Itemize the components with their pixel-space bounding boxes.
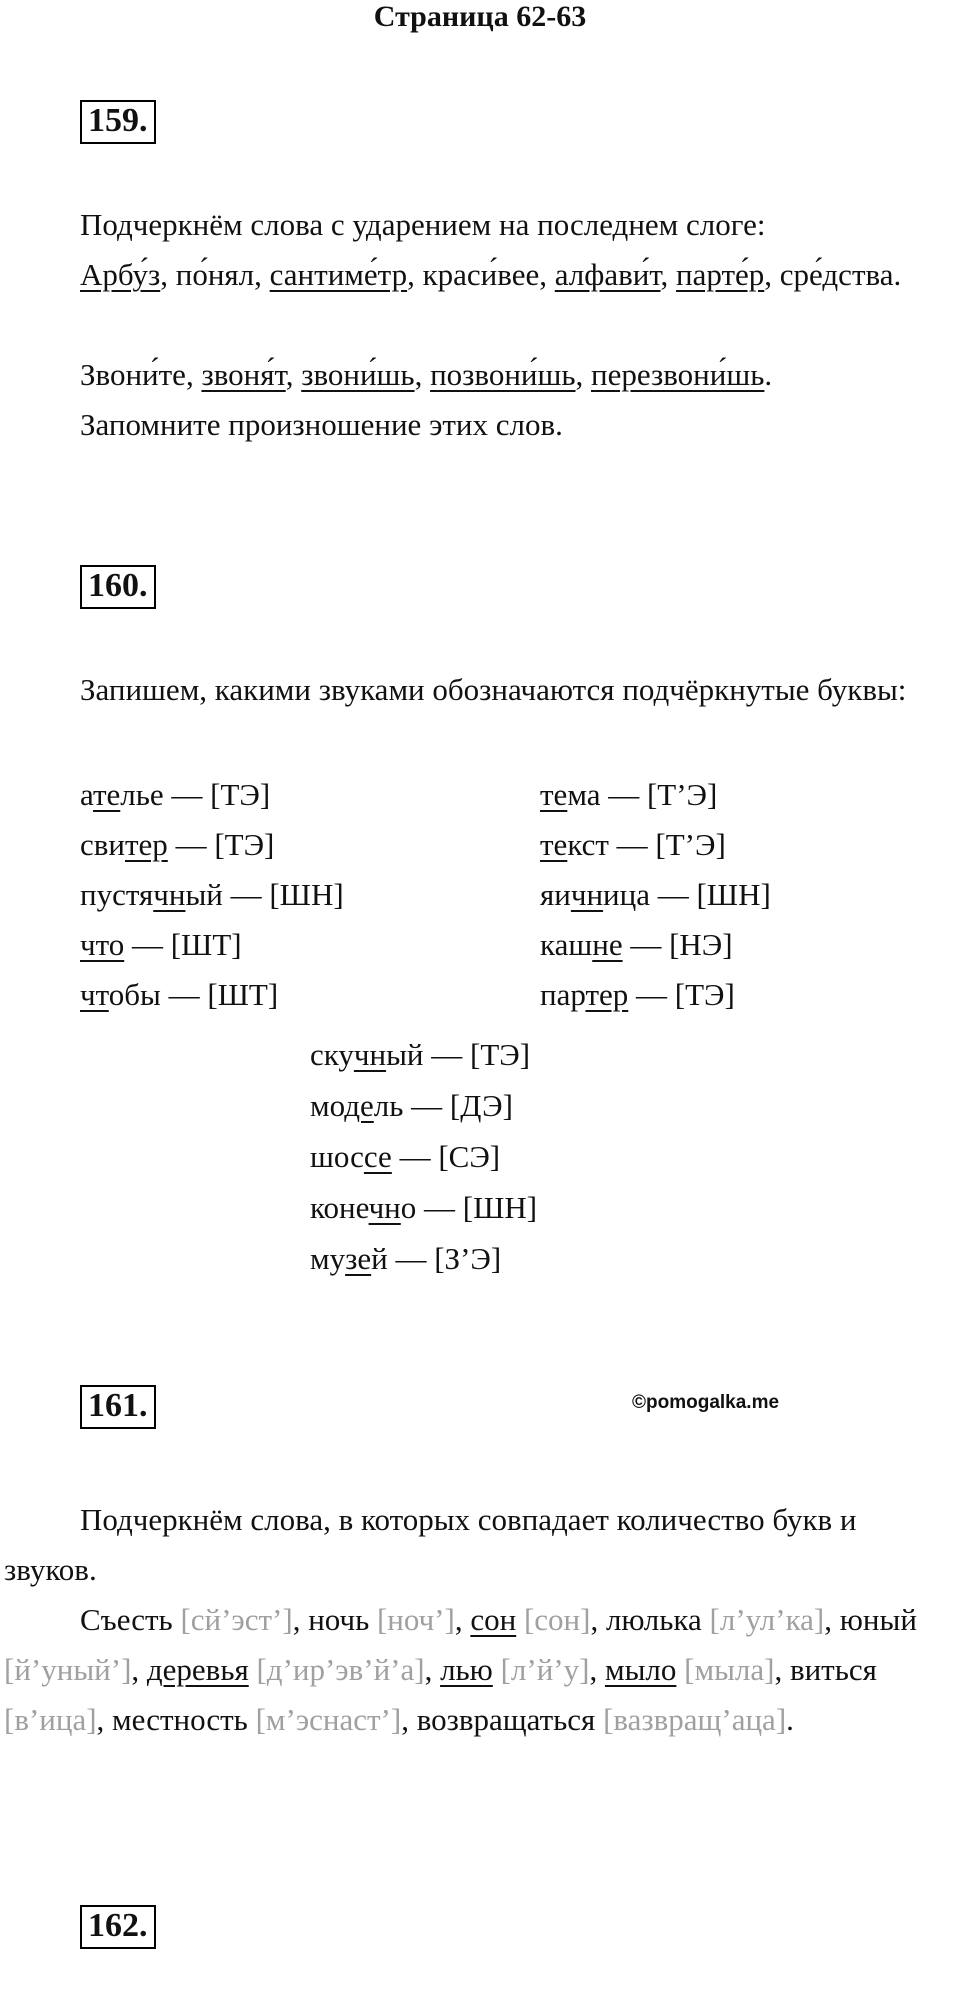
stress-word: алфави́т [554, 257, 661, 292]
transcription: [л’й’у] [500, 1652, 590, 1687]
sound-row-right: яичница — [ШН] [540, 877, 771, 912]
underlined-letters: тер [585, 977, 629, 1012]
sound-row-left: свитер — [ТЭ] [80, 827, 275, 862]
transcription: [м’эснаст’] [255, 1702, 402, 1737]
word: юный [839, 1602, 917, 1637]
transcription: [сй’эст’] [180, 1602, 293, 1637]
transcription: [мыла] [684, 1652, 775, 1687]
underlined-letters: те [540, 777, 568, 812]
underlined-letters: чт [80, 977, 109, 1012]
word: люлька [605, 1602, 702, 1637]
transcription: [вазвращ’аца] [603, 1702, 787, 1737]
sound-row-center: шоссе — [СЭ] [310, 1139, 501, 1174]
sound-row-left: ателье — [ТЭ] [80, 777, 271, 812]
transcription: [в’ица] [4, 1702, 97, 1737]
transcription: [д’ир’эв’й’а] [256, 1652, 425, 1687]
ex159-remember: Запомните произношение этих слов. [80, 407, 563, 442]
sound-row-left: что — [ШТ] [80, 927, 242, 962]
stress-word: звоня́т [201, 357, 286, 392]
word: деревья [146, 1652, 249, 1687]
sound-row-center: скучный — [ТЭ] [310, 1037, 531, 1072]
ex159-intro: Подчеркнём слова с ударением на последнем слоге: [80, 207, 766, 242]
stress-word: позвони́шь [430, 357, 576, 392]
word: возвращаться [416, 1702, 596, 1737]
stress-word: Арбу́з [80, 257, 161, 292]
word: лью [440, 1652, 493, 1687]
sound-row-left: пустячный — [ШН] [80, 877, 344, 912]
word: сон [470, 1602, 517, 1637]
underlined-letters: те [92, 777, 121, 812]
ex160-intro: Запишем, какими звуками обозначаются подчёркнутые буквы: [80, 672, 907, 707]
stress-word: по́нял [175, 257, 255, 292]
underlined-letters: чн [153, 877, 186, 912]
page-title: Страница 62-63 [373, 0, 587, 33]
sound-row-center: модель — [ДЭ] [310, 1088, 513, 1123]
underlined-letters: что [80, 927, 125, 962]
stress-word: Звони́те [80, 357, 186, 392]
stress-word: парте́р [676, 257, 765, 292]
word: ночь [308, 1602, 370, 1637]
transcription: [сон] [523, 1602, 591, 1637]
underlined-letters: чн [353, 1037, 387, 1072]
exercise-number-159: 159. [80, 100, 156, 144]
transcription: [й’уный’] [4, 1652, 132, 1687]
stress-word: сре́дства [779, 257, 894, 292]
word: виться [789, 1652, 877, 1687]
transcription: [л’ул’ка] [709, 1602, 825, 1637]
exercise-number-161: 161. [80, 1385, 156, 1429]
exercise-number-160: 160. [80, 565, 156, 609]
underlined-letters: те [540, 827, 568, 862]
ex161-intro: Подчеркнём слова, в которых совпадает количество букв и звуков. [4, 1502, 857, 1587]
stress-word: краси́вее [422, 257, 540, 292]
sound-row-center: конечно — [ШН] [310, 1190, 538, 1225]
underlined-letters: тер [125, 827, 168, 862]
sound-row-right: кашне — [НЭ] [540, 927, 733, 962]
ex159-word-list: Арбу́з, по́нял, сантиме́тр, краси́вее, алфави́т, парте́р, сре́дства. [80, 257, 902, 292]
underlined-letters: зе [345, 1241, 372, 1276]
sound-row-center: музей — [З’Э] [310, 1241, 502, 1276]
underlined-letters: де [344, 1088, 374, 1123]
underlined-letters: чн [570, 877, 604, 912]
underlined-letters: чн [368, 1190, 401, 1225]
sound-row-left: чтобы — [ШТ] [80, 977, 279, 1012]
underlined-letters: се [363, 1139, 392, 1174]
stress-word: сантиме́тр [269, 257, 408, 292]
word: мыло [604, 1652, 677, 1687]
ex161-word-list: Съесть [сй’эст’], ночь [ноч’], сон [сон], люлька [л’ул’ка], юный [й’уный’], деревья [д’ир’эв’й’а], лью [л’й’у], мыло [мыла], виться [в’ица], местность [м’эснаст’], возвращаться [вазвращ’аца]. [4, 1602, 917, 1737]
word: местность [112, 1702, 248, 1737]
stress-word: перезвони́шь [591, 357, 765, 392]
watermark: ©pomogalka.me [632, 1392, 780, 1413]
word: Съесть [80, 1602, 173, 1637]
exercise-number-162: 162. [80, 1905, 156, 1949]
sound-row-right: текст — [Т’Э] [540, 827, 726, 862]
stress-word: звони́шь [301, 357, 415, 392]
transcription: [ноч’] [376, 1602, 455, 1637]
sound-row-right: партер — [ТЭ] [540, 977, 735, 1012]
underlined-letters: не [592, 927, 623, 962]
sound-row-right: тема — [Т’Э] [540, 777, 718, 812]
ex159-verb-list: Звони́те, звоня́т, звони́шь, позвони́шь, перезвони́шь. [80, 357, 773, 392]
